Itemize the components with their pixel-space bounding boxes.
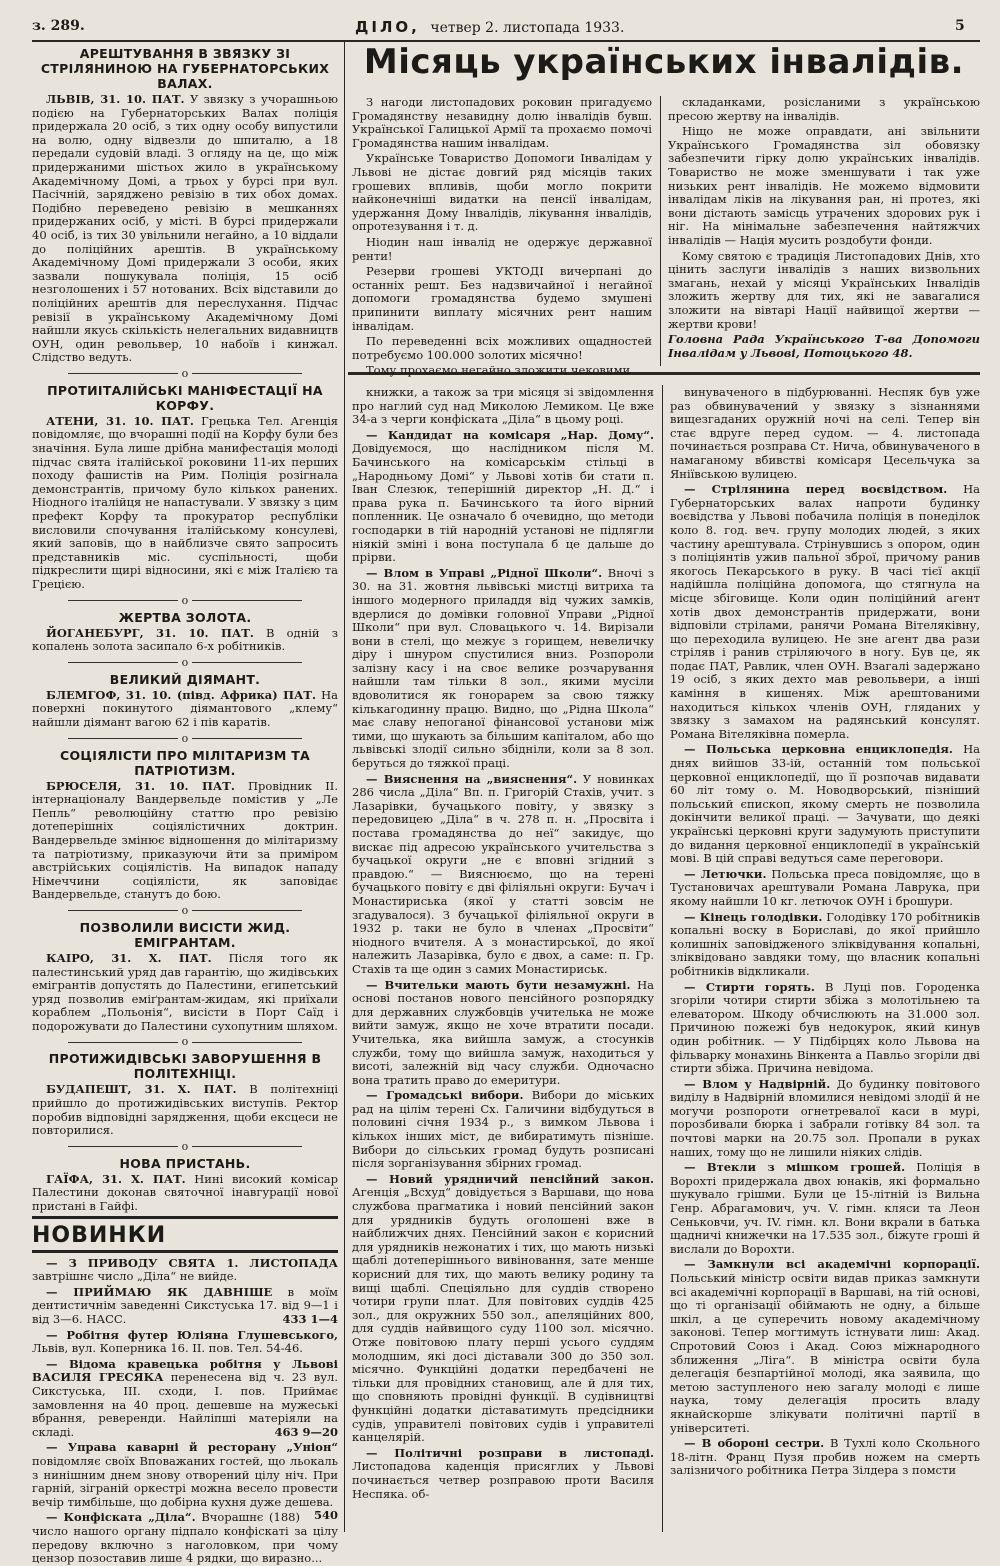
- feature-paragraph: складанками, розісланими з українською пресою жертву на інвалідів.: [668, 95, 980, 123]
- column-rule-1: [344, 42, 345, 1532]
- news-item-text: Довідуємося, що наслідником після М. Бачинського на комісарськім стільці в „Народньому Домі“ у Львові хотів би стати п. Іван Слезюк, теперішній директор „Н. Д.“ і права рука п. Бачинського та його вірний попленник. Це означало б очевидно, що методи господарки в тій народній установі не підлягли ніякій зміні і вона поступала б це дальше до прірви.: [352, 441, 654, 565]
- article-dateline: ЛЬВІВ, 31. 10. ПАТ.: [46, 92, 185, 106]
- news-item-heading: — Влом у Надвірній.: [684, 1076, 831, 1091]
- news-item-text: На Губернаторських валах напроти будинку воєвідства у Львові побачила поліція в понеділок коло 8. год. веч. групу молодих людей, з яких частину арештувала. Стрінувшись з опором, один з поліціянтів ужив пальної зброї, причому ранив якогось Пекарського в руку. В часі тієї акції надійшла поліційна допомога, що стягнула на місце збіговище. Коли один поліційний агент хотів двох демонстрантів придержати, вони відповіли стрілами, ранячи Романа Вітеляківну, що переходила вулицею. Не зне агент два рази стріляв і ранив стріляючого в ногу. Був це, як подає ПАТ, Равлик, член ОУН. Взагалі задержано 19 осіб, з яких дехто мав револьвери, а інші каміння в кишенях. Між арештованими находиться кількох членів ОУН, гляданих у звязку з замахом на радянський консулят. Романа Вітеляківна померла.: [670, 482, 980, 741]
- feature-paragraph: З нагоди листопадових роковин пригадуємо Громадянству незавидну долю інвалідів бувш. Української Галицької Армії та прохаємо помочі Громадянства нашим інвалідам.: [352, 95, 652, 150]
- news-item: [670, 1437, 980, 1478]
- article-text: Грецька Тел. Агенція повідомляє, що вчорашні події на Корфу були без значіння. Була лише дрібна манифестація молоді підчас свята італійської роковини 11-их перших походу фашистів на Рим. Поліція розігнала демонстрантів, причому було кількох ранених. Ніодного італійця не напастували. У звязку з цим префект Корфу та прокуратор республіки висловили спочування італійському консулеві, який заповів, що в найблизче свято запросить представників міс. суспільності, щоби підкреслити щирі відносини, які є між Італією та Грецією.: [32, 413, 338, 591]
- article-text: Нині високий комісар Палестини доконав святочної інавгурації нової пристані в Гайфі.: [32, 1171, 339, 1214]
- announcement: [32, 1508, 338, 1566]
- column-right: [670, 386, 980, 1532]
- article-dateline: ЙОГАНЕБУРГ, 31. 10. ПАТ.: [46, 625, 254, 640]
- news-item: [352, 1089, 654, 1171]
- feature-column-rule: [660, 96, 661, 366]
- news-item: [670, 1161, 980, 1256]
- article-text: В одній з копалень золота засипало 6-х робітників.: [32, 625, 338, 654]
- article-separator: o: [32, 733, 338, 745]
- announcement-text: перенесена від ч. 23 вул. Сикстуська, III. сходи, І. пов. Приймає замовлення на 40 проц. дешевше на мужеські вбрання, реверенди. Найліпші матеріяли на складі.: [32, 1370, 338, 1439]
- news-item-text: Вибори до міських рад на цілім терені Сх. Галичини відбудуться в половині січня 1934 р., з вимком Львова і кількох інших міст, де вибиратимуть пізніше. Вибори до сільських громад будуть розписані після зорганізування збірних громад.: [352, 1088, 655, 1171]
- news-item-text: Вночі з 30. на 31. жовтня львівські мистці витриха та іншого модерного приладдя від чужих замків, вдерлися до домівки головної Управи „Рідної Школи“ при вул. Словацького ч. 14. Вирізали вони в стелі, що межує з горищем, невеличку діру і шнуром спустилися вниз. Розпороли залізну касу і на своє велике розчарування найшли там тільки 8 зол., якими мусіли вдоволитися як гонорарем за свою тяжку кількагодинну працю. Видно, що „Рідна Школа“ має славу непоганої фінансової установи між тими, що шукають за більшим капіталом, або що львівські злодії сильно збідніли, коли за 8 зол. беруться до тяжкої праці.: [352, 565, 655, 771]
- news-item: [352, 567, 654, 771]
- announcement-heading: — Відома кравецька робітня у Львові ВАСИЛЯ ГРЕСЯКА: [32, 1356, 338, 1385]
- column-rule-2: [662, 385, 663, 1532]
- page-number-left: з. 289.: [32, 18, 85, 34]
- article-separator: o: [32, 1036, 338, 1048]
- news-item: [670, 1078, 980, 1160]
- announcement: [32, 1358, 338, 1440]
- news-item: [352, 979, 654, 1088]
- article-dateline: БЛЕМГОФ, 31. 10. (півд. Африка) ПАТ.: [46, 687, 316, 702]
- article-separator: o: [32, 368, 338, 380]
- news-item-heading: — Стрілянина перед воєвідством.: [684, 482, 948, 497]
- article-body: [32, 627, 338, 654]
- news-item-text: В Тухлі коло Скольного 18-літн. Франц Пузя пробив ножем на смерть залізничого робітника Петра Зілдера з помсти: [670, 1436, 981, 1478]
- feature-right-column: [668, 96, 980, 368]
- feature-paragraph: Українське Товариство Допомоги Інвалідам у Львові не дістає довгий ряд місяців таких грошевих впливів, щоби могло покрити найконечніші видатки на пенсії інвалідам, удержання Дому Інвалідів, лікування інвалідів, опротезування і т. д.: [352, 151, 652, 234]
- news-item-heading: — Влом в Управі „Рідної Школи“.: [366, 565, 603, 580]
- news-item-heading: — Громадські вибори.: [366, 1088, 524, 1103]
- news-item-text: Польська преса повідомляє, що в Тустановичах арештували Романа Лаврука, при якому найшли 10 кг. летючок ОУН і брошури.: [670, 866, 981, 908]
- news-item-heading: — Вияснення на „вияснення“.: [366, 771, 578, 786]
- article-text: У звязку з учорашньою подією на Губернаторських Валах поліція придержала 20 осіб, з тих одну особу випустили на волю, одну відвезли до шпиталю, а 18 передали судовій владі. З огляду на це, що між придержаними шістьох жило в українському Академічному Домі, а трьох у бурсі при вул. Пасічній, заряджено ревізію в тих обох домах. Подібно переведено ревізію в мешканнях придержаних осіб, у місті. В бурсі придержали 40 осіб, із тих 30 увільнили негайно, а 10 віддали до поліційних арештів. В українському Академічному Домі придержали 3 особи, яких зазвали пошукувала поліція, 15 осіб незголошених і 57 нотованих. Всіх відставили до поліційних арештів для переслухання. Підчас ревізії в українському Академічному Домі найшли якусь скількість нелегальних видавництв ОУН, один револьвер, 10 набоїв і кинжал. Слідство ведуть.: [32, 92, 339, 365]
- feature-paragraph: Кому святою є традиція Листопадових Днів, хто цінить заслуги інвалідів з наших визвольних змагань, нехай у місяці Українських Інвалідів зложить жертву для тих, які не завагалися зложити на вівтарі Нації найвищої жертви — жертви крови!: [668, 248, 980, 331]
- page-header: [0, 0, 1000, 40]
- article-headline: НОВА ПРИСТАНЬ.: [119, 1155, 251, 1171]
- announcement-code: 433 1—4: [282, 1312, 338, 1326]
- news-item: [670, 743, 980, 865]
- news-item: [670, 1258, 980, 1435]
- news-item-text: Агенція „Всхуд“ довідується з Варшави, що нова службова прагматика і новий пенсійний закон для урядників будуть оголошені вже в найближчих днях. Пенсійний закон є корисний для урядників нежонатих і тих, що мають низькі щаблі дотеперішнього вивіновання, зате менше корисний для тих, що мають велику родину та вищі щаблі. Спеціяльно для суддів створено чотири групи плат. Для повітових суддів 425 зол., для окружних 550 зол., апеляційних 800, для суддів найвищого суду 1100 зол. місячно. Отже повітовою плату перші усього суддям молодшим, які досі діставали 300 до 350 зол. місячно. Функційні додатки передбачені не тільки для провідних становищ, але й для тих, що сповняють провідні функції. В судівництві функційні додатки діставатимуть предсідники судів, управителі повітових судів і управителі канцелярій.: [352, 1185, 654, 1445]
- feature-paragraph: Ніщо не може оправдати, ані звільнити Українського Громадянства зіл обовязку забезпечити гірку долю українських інвалідів. Товариство не може зменшувати і так уже низьких рент інвалідів. Не можемо відмовити інвалідам ліків на лікування ран, ні протез, які вони дістають замісць утрачених здорових рук і ніг. На мінімальне забезпечення найтяжчих інвалідів — Нація мусить роздобути фонди.: [668, 124, 980, 247]
- announcement-heading: — ПРИЙМАЮ ЯК ДАВНІШЕ: [46, 1284, 273, 1299]
- article-body: [32, 780, 338, 902]
- news-item-text: На днях вийшов 33-ій, останній том польської церковної енциклопедії, що її розпочав видавати 60 літ тому о. М. Новодворський, пізніший польський єпископ, якому смерть не позволила докінчити великої праці. — Зачувати, що деякі українські церковні круги задумують приступити до видання церковної енциклопедії в українській мові. В цій справі ведуться саме переговори.: [670, 742, 980, 866]
- announcement-text: повідомляє своїх Вповажаних гостей, що льокаль з нинішним днем знову отворений цілу ніч. При гарній, зіграній оркестрі можна весело провести вечір тимбільше, що добірна кухня дуже дешева.: [32, 1453, 338, 1509]
- article-headline: ПОЗВОЛИЛИ ВИСІСТИ ЖИД. ЕМІГРАНТАМ.: [79, 919, 291, 950]
- article-text: Після того як палестинський уряд дав гарантію, що жидівських емігрантів допустять до Палестини, египетський уряд позволив еміґрантам-жидам, які приїхали кораблем „Польонія“, висісти в Порт Саїд і подорожувати до Палестини сухопутним шляхом.: [32, 950, 338, 1033]
- article-body: [32, 1173, 338, 1214]
- feature-paragraph: Ніодин наш інвалід не одержує державної ренти!: [352, 234, 652, 263]
- article-dateline: БУДАПЕШТ, 31. X. ПАТ.: [46, 1082, 237, 1097]
- announcement-code: 540: [313, 1508, 338, 1523]
- article-body: [32, 93, 338, 365]
- news-item: [352, 1173, 654, 1445]
- announcement-heading: — Робітня футер Юліяна Глушевського,: [46, 1327, 338, 1342]
- article-separator: o: [32, 1141, 338, 1153]
- article-dateline: КАІРО, 31. X. ПАТ.: [46, 950, 212, 965]
- news-item-text: На основі постанов нового пенсійного розпорядку для державних службовців учителька не може вийти замуж, якщо не хоче втратити посади. Учителька, яка вийшла замуж, а стосунків служби, тому що вийшла замуж, находиться у висоті, залежній від часу служби. Одночасно вона тратить право до емеритури.: [352, 977, 654, 1087]
- news-item-text: книжки, а також за три місяця зі звідомлення про наглий суд над Миколою Лемиком. Це вже 34-а з черги конфіската „Діла“ в цьому році.: [352, 385, 654, 427]
- announcement: [32, 1329, 338, 1356]
- column-left: [32, 44, 339, 1566]
- news-item-heading: — Вчительки мають бути незамужні.: [366, 977, 631, 992]
- news-item-heading: — Політичні розправи в листопаді.: [366, 1445, 654, 1460]
- article-headline: ЖЕРТВА ЗОЛОТА.: [118, 609, 252, 625]
- news-item-heading: — Кінець голодівки.: [684, 909, 823, 924]
- feature-paragraph: По переведенні всіх можливих ощадностей потребуємо 100.000 золотих місячно!: [352, 334, 652, 362]
- news-item-text: Поліція в Ворохті придержала двох юнаків, які формально шукувало грішми. Були це 15-літній із Вильна Генр. Абрагамович, уч. V. гімн. кляси та Леон Сеньковчи, уч. IV. гімн. кл. Вони вкрали в батька щадничі книжечки на 17.535 зол., біжуте гроші й вислали до Ворохти.: [670, 1160, 981, 1256]
- news-item-heading: — Втекли з мішком грошей.: [684, 1160, 906, 1175]
- news-item-text: винуваченого в підбурюванні. Неспяк був уже раз обвинувачений у звязку з зізнаннями вищезгаданих оружній ночі на селі. Тепер він стає вдруге перед судом. — 4. листопада починається розправа Ст. Нича, обвинуваченого в намаганому вбивстві комісаря Цесельчука за Яніївською вулицею.: [670, 385, 980, 481]
- news-item: [352, 1447, 654, 1501]
- article-body: [32, 689, 338, 730]
- news-item: [670, 868, 980, 909]
- paper-name: ДІЛО,: [355, 18, 420, 36]
- article-dateline: АТЕНИ, 31. 10. ПАТ.: [46, 413, 194, 428]
- announcement-text: Львів, вул. Коперника 16. II. пов. Тел. 54-46.: [32, 1341, 303, 1356]
- page-number-right: 5: [955, 18, 965, 34]
- section-rule: [32, 1250, 338, 1253]
- news-item: [352, 773, 654, 977]
- news-item: [670, 911, 980, 979]
- feature-paragraph: Тому прохаємо негайно зложити чековими: [366, 363, 631, 378]
- announcement: [32, 1286, 338, 1327]
- article-body: [32, 415, 338, 592]
- article-separator: o: [32, 657, 338, 669]
- article-headline: АРЕШТУВАННЯ В ЗВЯЗКУ ЗІ СТРІЛЯНИНОЮ НА ГУБЕРНАТОРСЬКИХ ВАЛАХ.: [40, 46, 330, 91]
- news-item-text: Польський міністр освіти видав приказ замкнути всі академічні корпорації в Варшаві, на тій основі, що ті організації обіймають не одну, а більше шкіл, а це суперечить новому академічному законові. Тепер могтимуть істнувати лиш: Акад. Спротовий Союз і Акад. Союз міжнародного зближення „Ліга“. В міністра освіти була делегація безпартійної молоді, яка заявила, що метою заступленого нею загалу молоді є лише наука, тому делегація просить владу якнайскорше злікувати політичні партії в університеті.: [670, 1271, 980, 1435]
- article-headline: ВЕЛИКИЙ ДІЯМАНТ.: [109, 671, 261, 687]
- announcement-heading: — З ПРИВОДУ СВЯТА 1. ЛИСТОПАДА: [46, 1255, 338, 1270]
- feature-paragraph: Резерви грошеві УКТОДІ вичерпані до останніх решт. Без надзвичайної і негайної допомоги громадянства будемо змушені припинити виплату місячних рент нашим інвалідам.: [352, 264, 652, 333]
- article-headline: СОЦІЯЛІСТИ ПРО МІЛІТАРИЗМ ТА ПАТРІОТИЗМ.: [59, 747, 311, 778]
- news-item: [670, 981, 980, 1076]
- section-rule: [32, 1216, 338, 1219]
- article-text: В політехніці прийшло до протижидівських виступів. Ректор поробив відповідні зарядження, щоби ексцеси не повторилися.: [32, 1082, 339, 1138]
- section-title-novinky: НОВИНКИ: [32, 1222, 167, 1248]
- news-item-heading: — Новий урядничий пенсійний закон.: [366, 1171, 654, 1186]
- article-text: На поверхні покинутого діямантового „клему“ найшли діямант вагою 62 і пів каратів.: [32, 687, 339, 729]
- column-middle: [352, 386, 654, 1532]
- announcement-heading: — Конфіската „Діла“.: [46, 1510, 196, 1525]
- feature-signature: Головна Рада Українського Т-ва Допомоги Інвалідам у Львові, Потоцького 48.: [668, 332, 980, 360]
- news-item: [670, 483, 980, 741]
- news-item-heading: — Кандидат на комісаря „Нар. Дому“.: [366, 427, 654, 442]
- announcement: [32, 1257, 338, 1284]
- article-headline: ПРОТИІТАЛІЙСЬКІ МАНІФЕСТАЦІЇ НА КОРФУ.: [47, 382, 323, 413]
- article-separator: o: [32, 595, 338, 607]
- masthead: [355, 18, 624, 36]
- article-body: [32, 952, 338, 1034]
- announcement-text: Вчорашнє (188) число нашого органу підпало конфіскаті за цілу передову включно з наголовком, при чому цензор позоставив лише 4 рядки, що виразно...: [32, 1510, 338, 1566]
- issue-date: четвер 2. листопада 1933.: [430, 20, 625, 36]
- announcement-text: завтрішнє число „Діла“ не вийде.: [32, 1269, 238, 1284]
- announcement-code: 463 9—20: [274, 1424, 338, 1439]
- news-item-text: У новинках 286 числа „Діла“ Вп. п. Григорій Стахів, учит. з Лазарівки, бучацького повіту, у звязку з передовицею „Діла“ в ч. 278 п. н. „Просвіта і постава громадянства до неї“ закидує, що вискає під адресою українського учительства з бучацької округи „не є вповні згідний з правдою.“ — Вияснюємо, що на терені бучацького повіту є дві філіяльні округи: Бучач і Монастириська (якої у статті зовсім не згадувалося). З бучацької філіяльної округи в 1932 р. таки не було в членах „Просвіти“ ніодного вчителя. А з монастирської, до якої належить Лазарівка, було є двох, а саме: п. Гр. Стахів та ще один з самих Монастириськ.: [352, 771, 654, 976]
- article-text: Провідник II. інтернаціоналу Вандервельде помістив у „Ле Пепль“ революційну статтю про ревізію дотеперішніх соціялістичних доктрин. Вандервельде змінює відношення до мілітаризму та патріотизму, приказуючи йти за приміром австрійських соціялістів. На випадок нападу Німеччини соціялісти, як заповідає Вандервельде, станутъ до бою.: [32, 778, 339, 902]
- news-item-heading: — Летючки.: [684, 866, 767, 881]
- news-item-text: Листопадова каденція присяглих у Львові починається четвер розправою проти Василя Неспяка. об-: [352, 1459, 654, 1501]
- article-separator: o: [32, 905, 338, 917]
- news-item: [670, 386, 980, 481]
- news-item-heading: — Замкнули всі академічні корпорації.: [684, 1257, 980, 1272]
- news-item-text: В Луці пов. Городенка згоріли чотири стирти збіжа з молотільнею та елеватором. Шкоду обчислюють на 31.000 зол. Причиною пожежі був недокурок, який кинув один робітник. — У Підбірцях коло Львова на фільварку монахинь Вінкента а Павльо згоріли дві стирти збіжа. Причина невідома.: [670, 979, 980, 1076]
- article-body: [32, 1083, 338, 1137]
- news-item-heading: — Польська церковна енциклопедія.: [684, 742, 953, 757]
- announcement-heading: — Управа каварні й ресторану „Уніон“: [46, 1440, 338, 1455]
- news-item: [352, 429, 654, 565]
- announcement-text: в моїм дентистичнім заведенні Сикстуська 17. від 9—1 і від 3—6. НАСС.: [32, 1284, 339, 1326]
- feature-title: Місяць українських інвалідів.: [363, 42, 965, 82]
- news-item-heading: — Стирти горять.: [684, 979, 815, 994]
- news-item-heading: — В обороні сестри.: [684, 1436, 825, 1451]
- article-headline: ПРОТИЖИДІВСЬКІ ЗАВОРУШЕННЯ В ПОЛІТЕХНІЦІ.: [48, 1051, 322, 1082]
- news-item-text: Голодівку 170 робітників копальні воску в Бориславі, до якої прийшло колишніх заповідженого зліквідування копальні, зліквідовано завдяки тому, що власник копальні робітників відкликали.: [670, 909, 981, 978]
- article-dateline: ГАЇФА, 31. X. ПАТ.: [46, 1171, 186, 1186]
- article-dateline: БРЮСЕЛЯ, 31. 10. ПАТ.: [46, 778, 235, 793]
- news-item: [352, 386, 654, 427]
- feature-left-column: [352, 95, 652, 378]
- news-item-text: До будинку повітового виділу в Надвірній вломилися невідомі злодії й не могучи розпороти огнетревалої каси в мурі, порозбивали бюрка і забрали готівку 84 зол. та почтові марки на 20.75 зол. Пропали в руках наших, тому що не лишили ніяких слідів.: [670, 1076, 981, 1159]
